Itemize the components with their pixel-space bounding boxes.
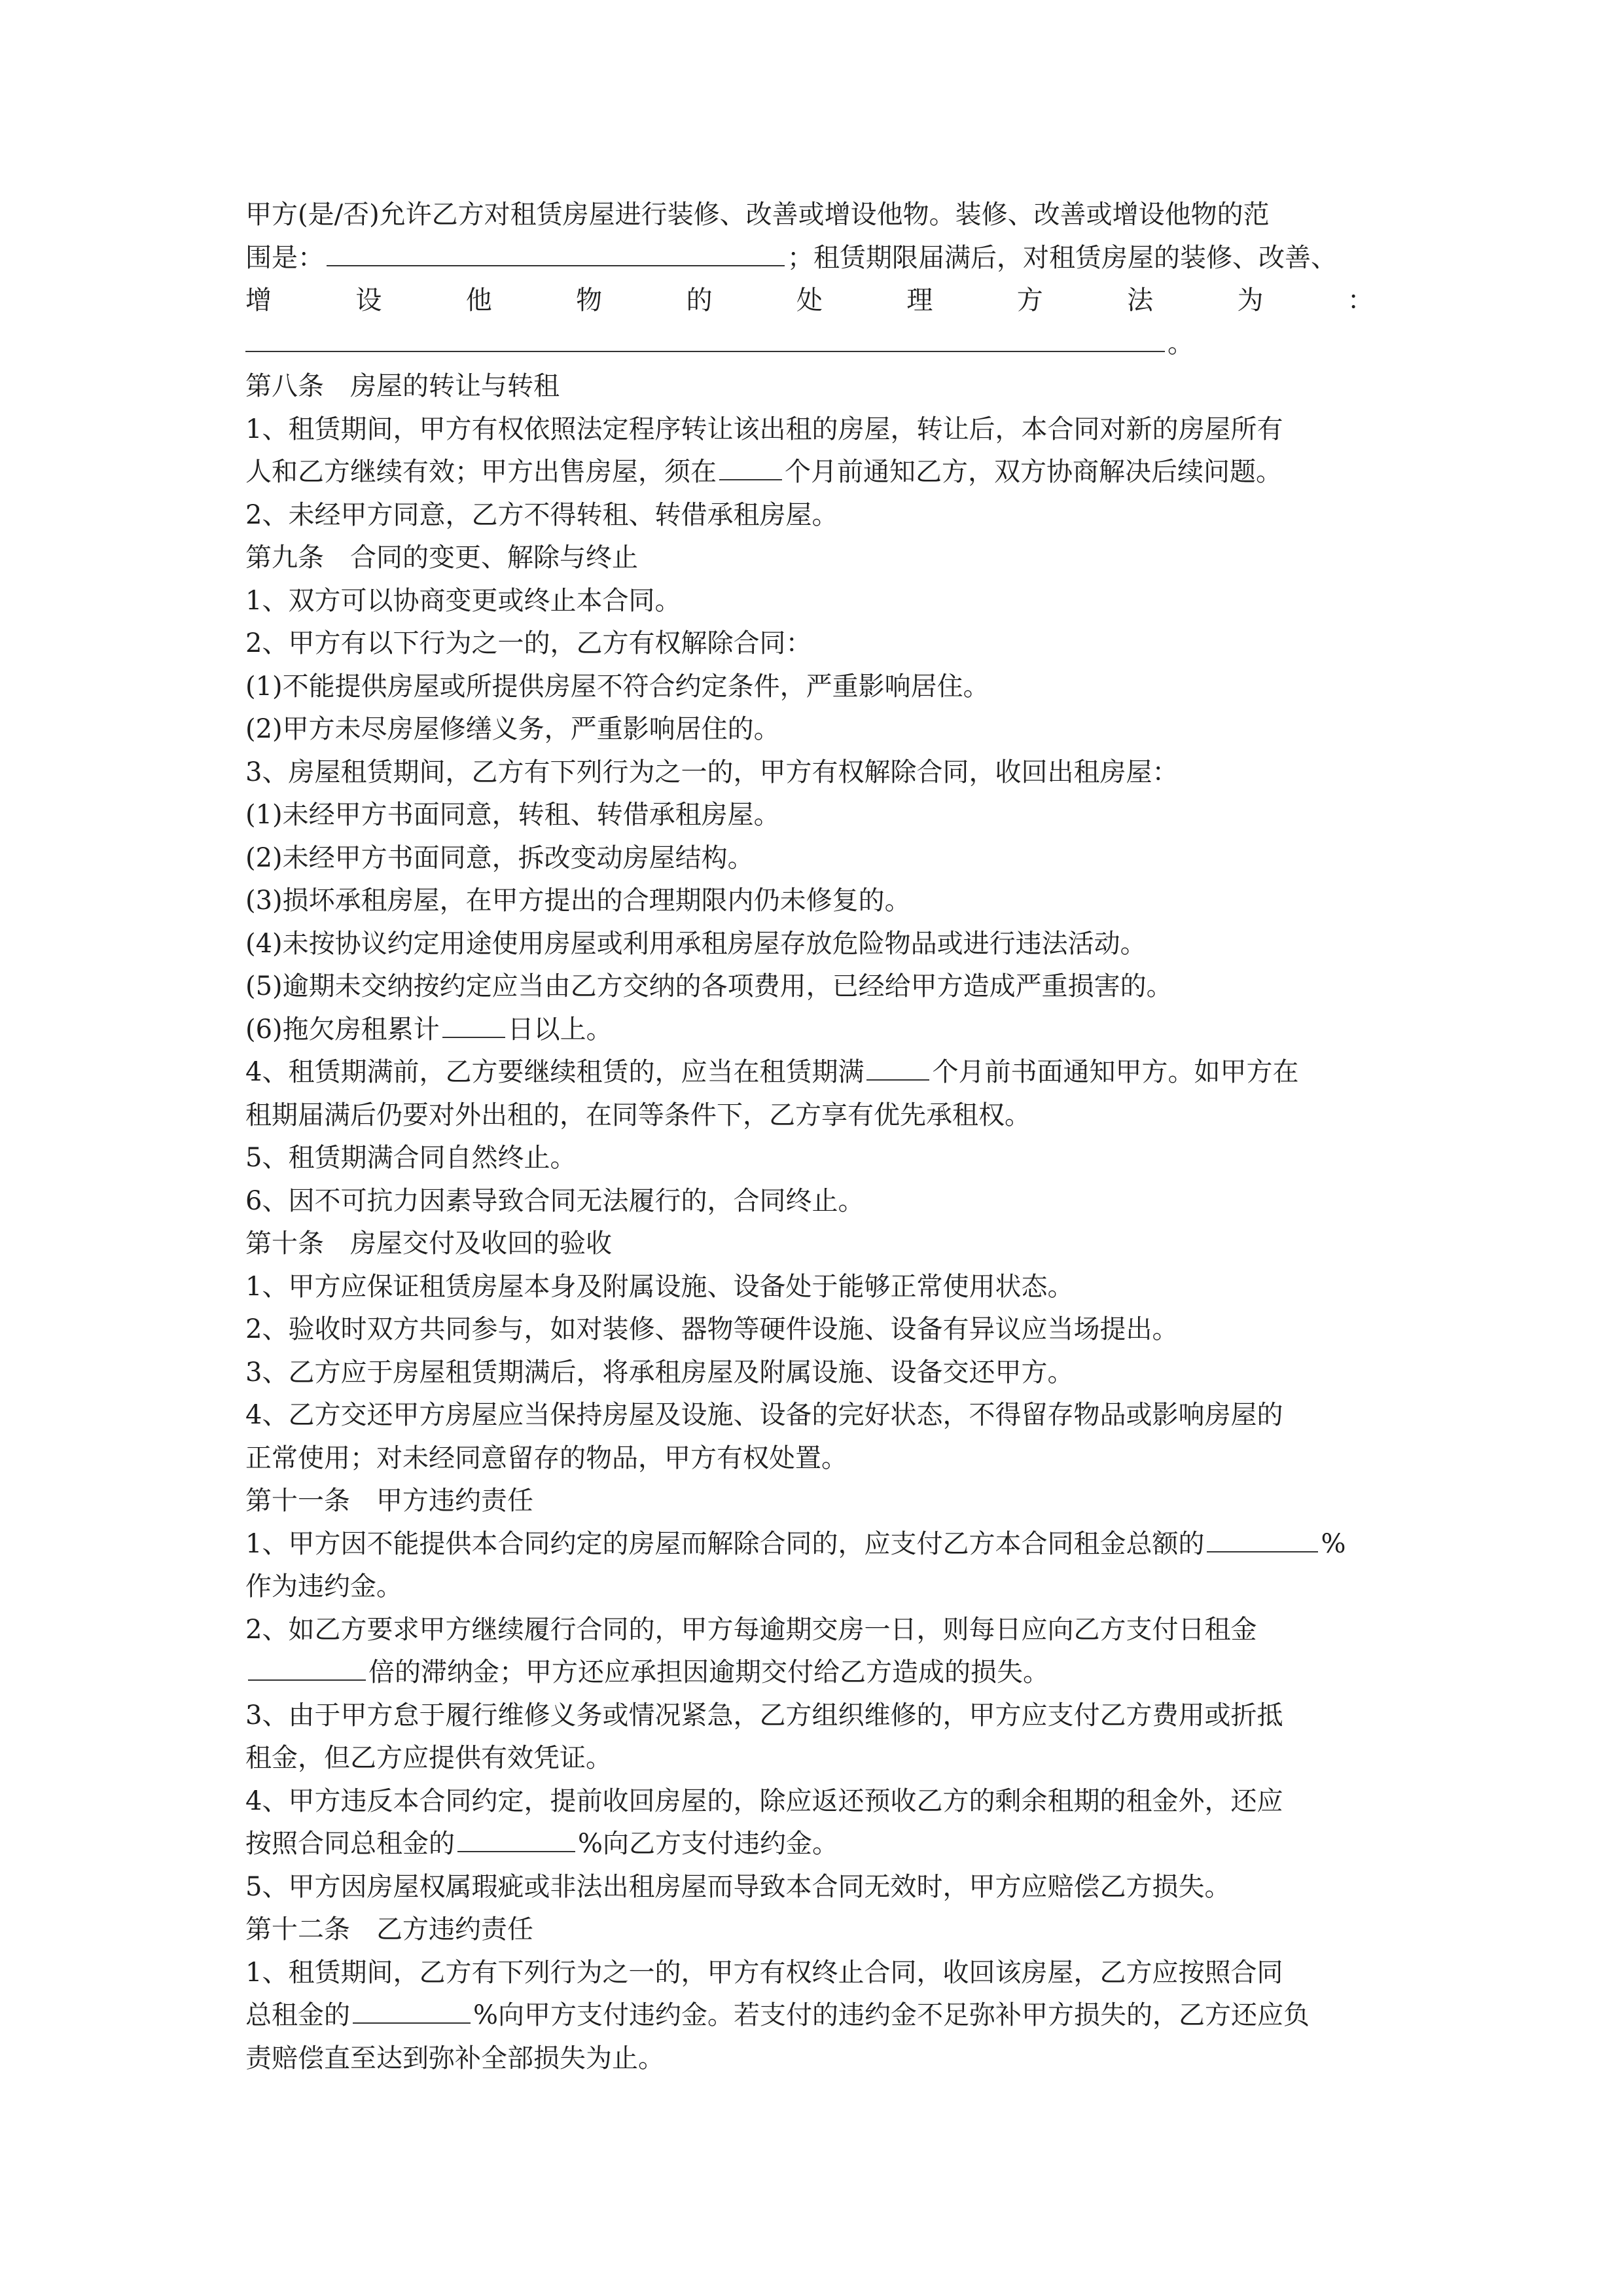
text: 围是：	[245, 242, 324, 273]
char: 设	[355, 285, 382, 315]
text: 按照合同总租金的	[245, 1829, 455, 1859]
clause: 3、乙方应于房屋租赁期满后，将承租房屋及附属设施、设备交还甲方。	[245, 1357, 1074, 1388]
char: ：	[1347, 285, 1374, 315]
char: 为	[1237, 285, 1264, 315]
clause: 1、租赁期间，乙方有下列行为之一的，甲方有权终止合同，收回该房屋，乙方应按照合同	[245, 1957, 1283, 1988]
clause: 2、验收时双方共同参与，如对装修、器物等硬件设施、设备有异议应当场提出。	[245, 1314, 1179, 1344]
text: 人和乙方继续有效；甲方出售房屋，须在	[245, 457, 717, 487]
clause: 1、双方可以协商变更或终止本合同。	[245, 585, 681, 616]
text: 个月前通知乙方，双方协商解决后续问题。	[785, 457, 1282, 487]
clause	[245, 1823, 1384, 1866]
clause	[245, 1051, 1384, 1094]
char: 物	[576, 285, 603, 315]
paragraph-line	[245, 237, 1384, 280]
fill-in-blank[interactable]	[442, 1011, 505, 1038]
char: 他	[465, 285, 492, 315]
char: 增	[245, 285, 272, 315]
clause: 6、因不可抗力因素导致合同无法履行的，合同终止。	[245, 1185, 865, 1216]
char: 处	[796, 285, 823, 315]
char: 的	[686, 285, 713, 315]
fill-in-blank[interactable]	[719, 453, 782, 480]
paragraph-line	[245, 323, 1384, 366]
clause	[245, 1523, 1384, 1566]
text: 个月前书面通知甲方。如甲方在	[932, 1057, 1299, 1087]
clause: 租金，但乙方应提供有效凭证。	[245, 1743, 612, 1773]
article-title: 第十二条 乙方违约责任	[245, 1914, 533, 1945]
clause: 1、租赁期间，甲方有权依照法定程序转让该出租的房屋，转让后，本合同对新的房屋所有	[245, 414, 1283, 444]
sub-clause: (1)不能提供房屋或所提供房屋不符合约定条件，严重影响居住。	[245, 671, 990, 702]
clause: 2、如乙方要求甲方继续履行合同的，甲方每逾期交房一日，则每日应向乙方支付日租金	[245, 1614, 1257, 1645]
clause: 4、甲方违反本合同约定，提前收回房屋的，除应返还预收乙方的剩余租期的租金外，还应	[245, 1785, 1283, 1816]
clause: 1、甲方应保证租赁房屋本身及附属设施、设备处于能够正常使用状态。	[245, 1271, 1074, 1302]
char: 理	[906, 285, 933, 315]
article-title: 第十一条 甲方违约责任	[245, 1486, 533, 1516]
contract-page	[245, 194, 1384, 2080]
fill-in-blank[interactable]	[245, 325, 1165, 352]
clause: 4、乙方交还甲方房屋应当保持房屋及设施、设备的完好状态，不得留存物品或影响房屋的	[245, 1400, 1283, 1430]
clause: 作为违约金。	[245, 1571, 402, 1602]
sub-clause: (4)未按协议约定用途使用房屋或利用承租房屋存放危险物品或进行违法活动。	[245, 928, 1147, 959]
fill-in-blank[interactable]	[248, 1653, 366, 1681]
fill-in-blank[interactable]	[353, 1996, 471, 2024]
char: 法	[1127, 285, 1154, 315]
text: 1、甲方因不能提供本合同约定的房屋而解除合同的，应支付乙方本合同租金总额的	[245, 1528, 1205, 1559]
paragraph-line: 甲方(是/否)允许乙方对租赁房屋进行装修、改善或增设他物。装修、改善或增设他物的范	[245, 200, 1270, 230]
fill-in-blank[interactable]	[327, 239, 785, 266]
text: 倍的滞纳金；甲方还应承担因逾期交付给乙方造成的损失。	[368, 1657, 1049, 1687]
sub-clause: (1)未经甲方书面同意，转租、转借承租房屋。	[245, 800, 780, 830]
sub-clause: (5)逾期未交纳按约定应当由乙方交纳的各项费用，已经给甲方造成严重损害的。	[245, 971, 1173, 1001]
sub-clause: (3)损坏承租房屋，在甲方提出的合理期限内仍未修复的。	[245, 886, 911, 916]
text: 4、租赁期满前，乙方要继续租赁的，应当在租赁期满	[245, 1057, 865, 1087]
clause: 5、租赁期满合同自然终止。	[245, 1143, 577, 1173]
fill-in-blank[interactable]	[457, 1825, 575, 1852]
clause: 2、甲方有以下行为之一的，乙方有权解除合同：	[245, 628, 812, 658]
article-title: 第十条 房屋交付及收回的验收	[245, 1229, 612, 1259]
clause: 5、甲方因房屋权属瑕疵或非法出租房屋而导致本合同无效时，甲方应赔偿乙方损失。	[245, 1871, 1231, 1902]
clause: 责赔偿直至达到弥补全部损失为止。	[245, 2043, 664, 2073]
spread-line	[245, 279, 1374, 323]
char: 方	[1016, 285, 1043, 315]
clause	[245, 1994, 1384, 2037]
clause: 3、房屋租赁期间，乙方有下列行为之一的，甲方有权解除合同，收回出租房屋：	[245, 757, 1179, 787]
clause	[245, 451, 1384, 494]
text: %	[1321, 1528, 1346, 1559]
sub-clause: (2)甲方未尽房屋修缮义务，严重影响居住的。	[245, 714, 780, 744]
text: 。	[1168, 328, 1194, 359]
sub-clause: (2)未经甲方书面同意，拆改变动房屋结构。	[245, 842, 754, 873]
text: (6)拖欠房租累计	[245, 1014, 440, 1045]
article-title: 第九条 合同的变更、解除与终止	[245, 543, 638, 573]
clause	[245, 1651, 1384, 1695]
text: 总租金的	[245, 2000, 350, 2030]
fill-in-blank[interactable]	[866, 1053, 929, 1081]
sub-clause	[245, 1009, 1384, 1052]
clause: 正常使用；对未经同意留存的物品，甲方有权处置。	[245, 1443, 847, 1473]
clause: 2、未经甲方同意，乙方不得转租、转借承租房屋。	[245, 499, 838, 530]
text: ；租赁期限届满后，对租赁房屋的装修、改善、	[787, 242, 1337, 273]
article-title: 第八条 房屋的转让与转租	[245, 371, 560, 401]
text: 日以上。	[507, 1014, 613, 1045]
text: %向乙方支付违约金。	[578, 1829, 839, 1859]
fill-in-blank[interactable]	[1207, 1525, 1318, 1552]
clause: 租期届满后仍要对外出租的，在同等条件下，乙方享有优先承租权。	[245, 1100, 1031, 1130]
clause: 3、由于甲方怠于履行维修义务或情况紧急，乙方组织维修的，甲方应支付乙方费用或折抵	[245, 1700, 1283, 1731]
text: %向甲方支付违约金。若支付的违约金不足弥补甲方损失的，乙方还应负	[473, 2000, 1310, 2030]
